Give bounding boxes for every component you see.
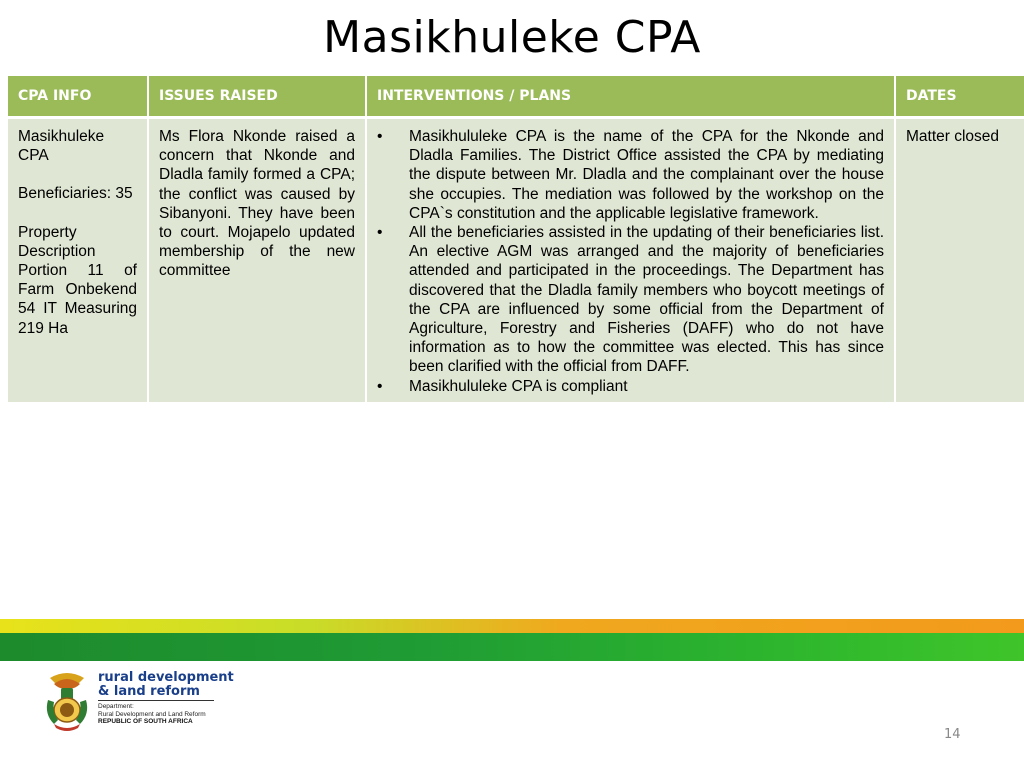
cpa-table xyxy=(8,76,1024,402)
bullet-icon: • xyxy=(377,128,383,145)
list-item xyxy=(377,127,884,223)
bullet-icon: • xyxy=(377,224,383,242)
slide-title: Masikhuleke CPA xyxy=(323,12,701,63)
logo-divider xyxy=(98,700,214,701)
department-logo xyxy=(44,670,244,734)
cell-issues-raised: Ms Flora Nkonde raised a concern that Nkonde and Dladla family formed a CPA; the conflict was caused by Sibanyoni. They have been to court. Mojapelo updated membership of the new committee xyxy=(148,118,366,402)
intervention-text: Masikhululeke CPA is compliant xyxy=(409,377,628,395)
header-issues-raised: ISSUES RAISED xyxy=(148,76,366,118)
footer-band-green xyxy=(0,633,1024,661)
table-row xyxy=(8,118,1024,402)
logo-dept-name: Rural Development and Land Reform xyxy=(98,710,206,718)
cpa-name: Masikhuleke CPA xyxy=(18,128,105,165)
table-header-row xyxy=(8,76,1024,118)
list-item xyxy=(377,223,884,377)
page-number: 14 xyxy=(944,727,961,742)
coat-of-arms-icon xyxy=(44,670,90,732)
cell-cpa-info xyxy=(8,118,148,402)
header-interventions: INTERVENTIONS / PLANS xyxy=(366,76,895,118)
list-item xyxy=(377,377,884,396)
logo-department xyxy=(98,703,206,718)
interventions-list xyxy=(377,127,884,396)
cpa-property: Property Description Portion 11 of Farm Onbekend 54 IT Measuring 219 Ha xyxy=(18,223,137,337)
logo-text-line2: & land reform xyxy=(98,684,200,699)
header-cpa-info: CPA INFO xyxy=(8,76,148,118)
header-dates: DATES xyxy=(895,76,1024,118)
cpa-beneficiaries: Beneficiaries: 35 xyxy=(18,185,133,203)
cell-interventions xyxy=(366,118,895,402)
intervention-text: Masikhululeke CPA is the name of the CPA for the Nkonde and Dladla Families. The District Office assisted the CPA by mediating the dispute between Mr. Dladla and the complainant over the house she occupies. The mediation was followed by the workshop on the CPA`s constitution and the applicable legislative framework. xyxy=(409,128,884,222)
cell-dates: Matter closed xyxy=(895,118,1024,402)
bullet-icon: • xyxy=(377,377,383,395)
intervention-text: All the beneficiaries assisted in the updating of their beneficiaries list. An elective AGM was arranged and the majority of beneficiaries attended and participated in the proceedings. The Department has discovered that the Dladla family members who boycott meetings of the CPA are influenced by some official from the Department of Agriculture, Forestry and Fisheries (DAFF) who do not have information as to how the committee was elected. This has since been clarified with the official from DAFF. xyxy=(409,224,884,376)
logo-country: REPUBLIC OF SOUTH AFRICA xyxy=(98,718,193,725)
logo-dept-label: Department: xyxy=(98,703,134,710)
logo-text-line1: rural development xyxy=(98,670,234,685)
